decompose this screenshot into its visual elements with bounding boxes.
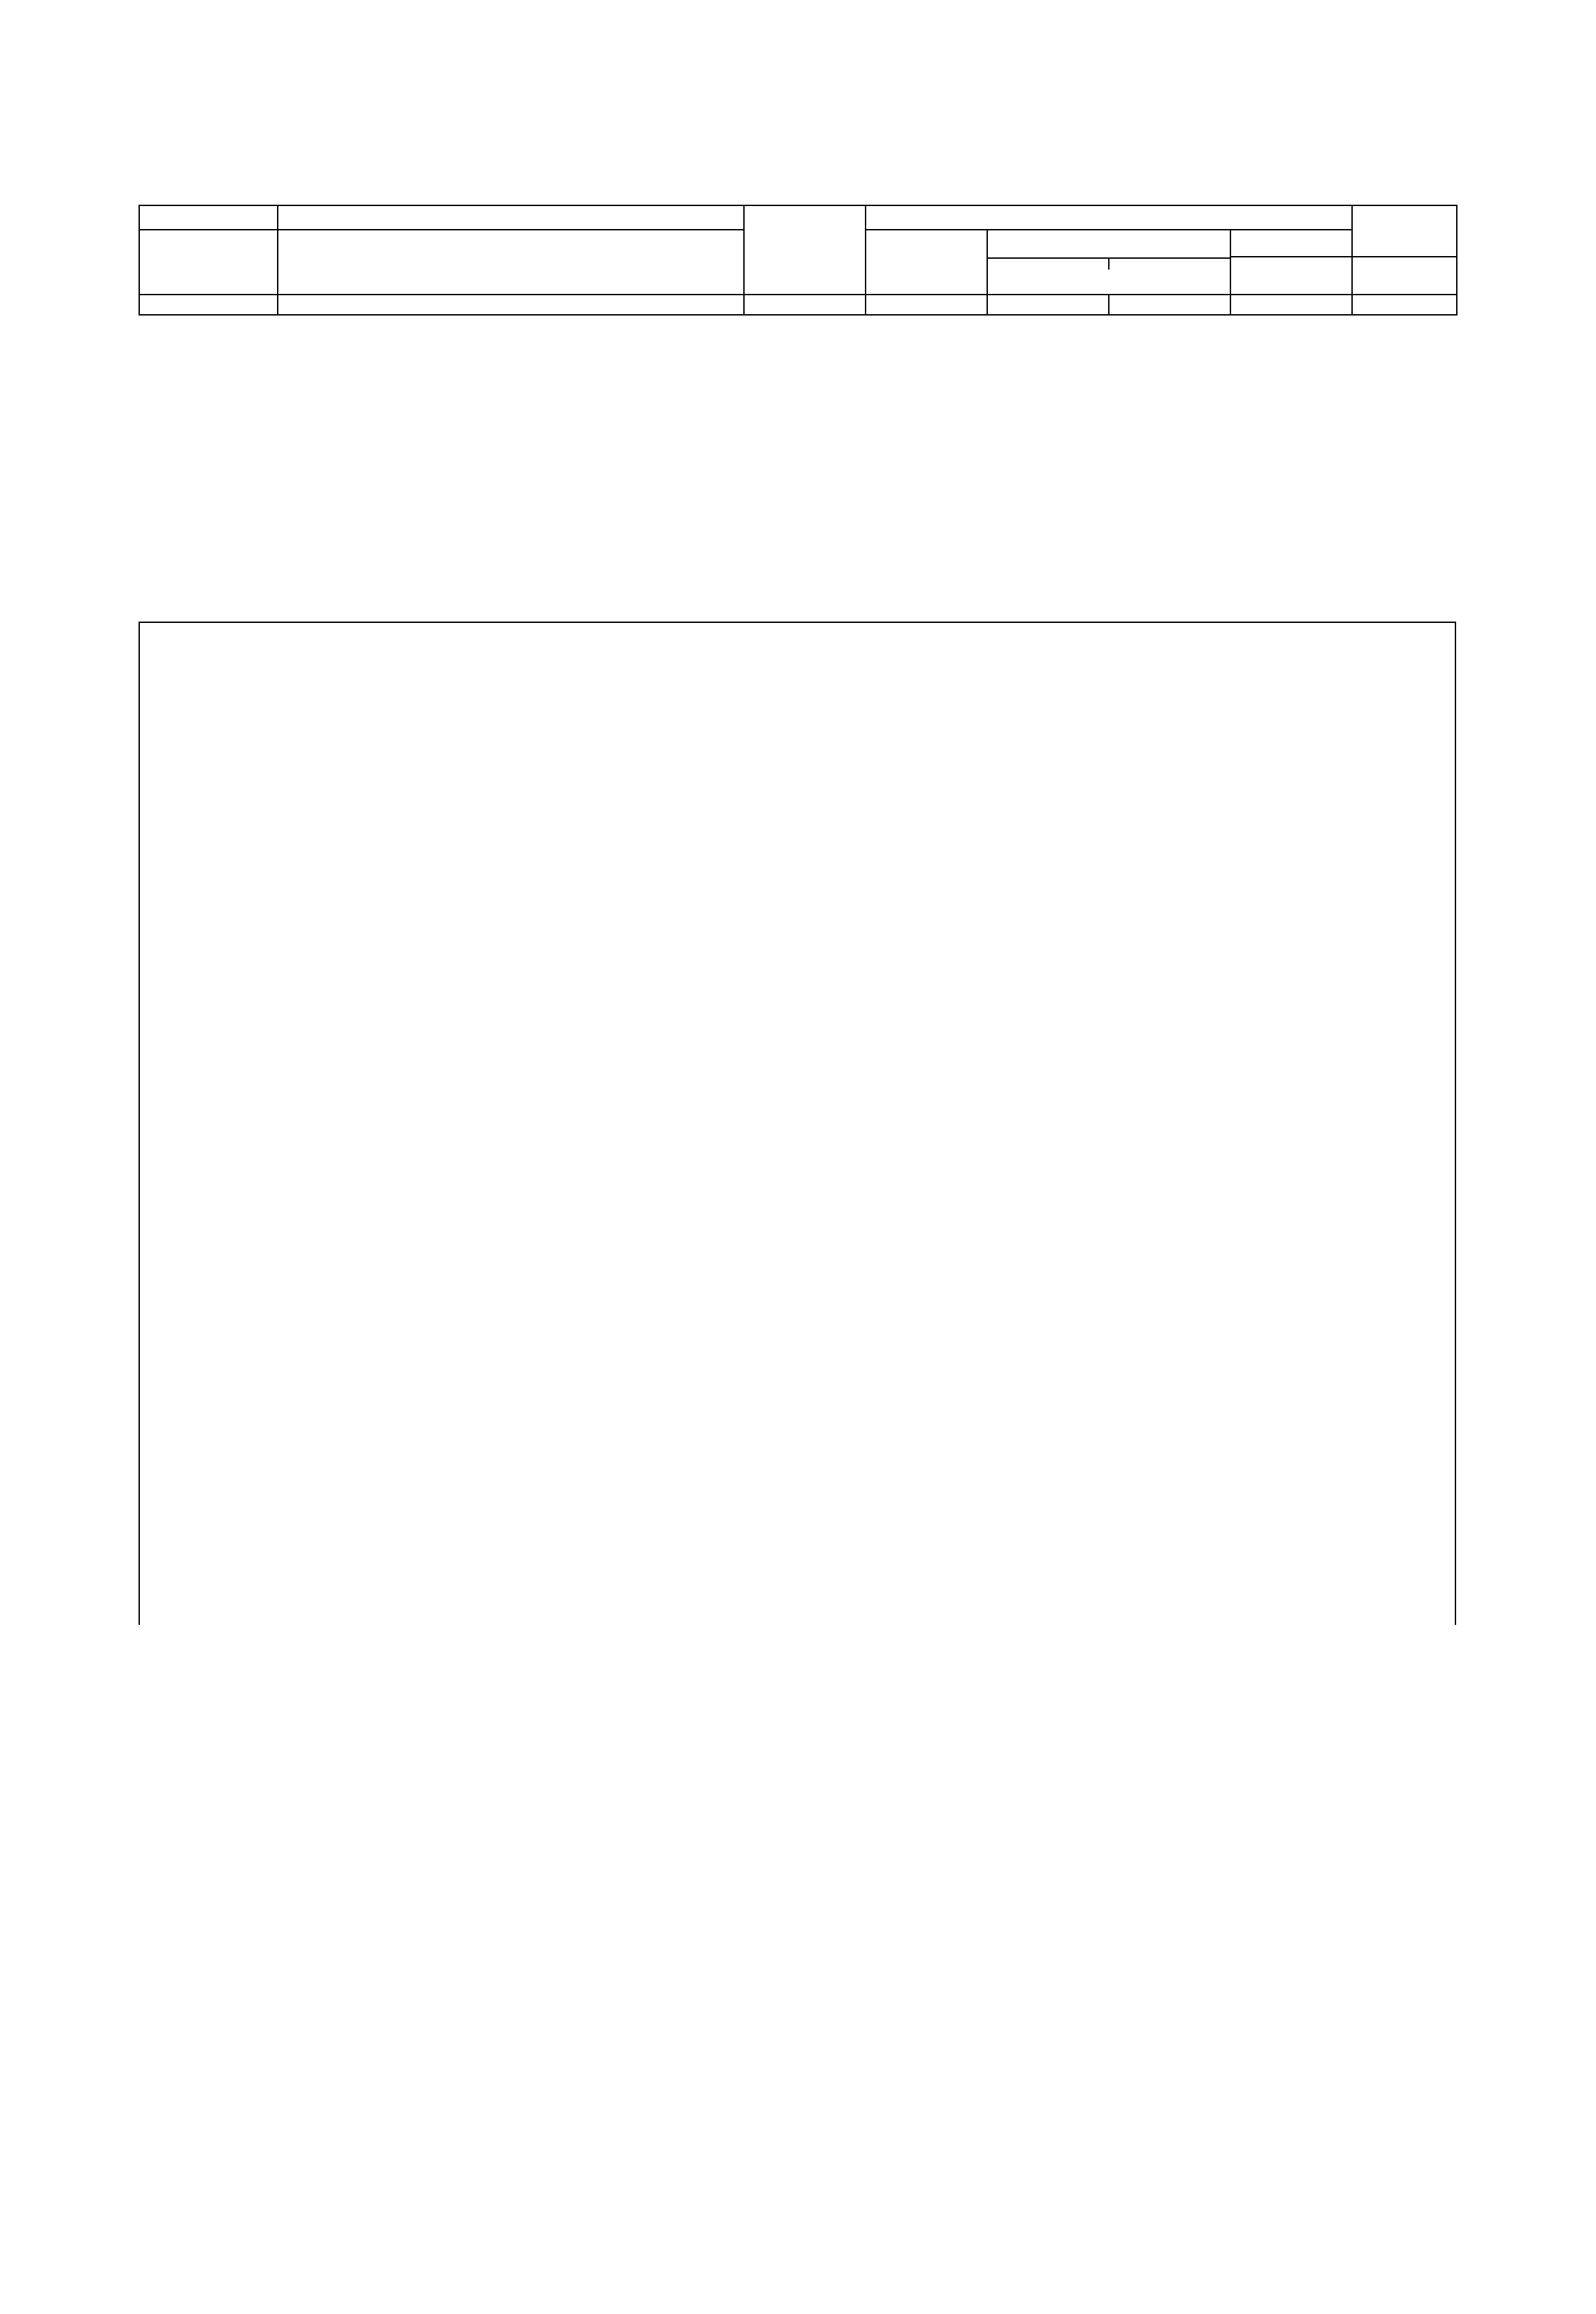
header-material-codes	[139, 230, 278, 295]
header-unaccounted-materials	[1231, 257, 1456, 271]
header-material-name	[278, 230, 744, 295]
header-direct-costs	[744, 205, 866, 295]
header-codes	[139, 205, 278, 230]
header-name	[278, 205, 744, 230]
column-header-table	[139, 205, 1457, 316]
header-number-row	[139, 295, 1457, 315]
header-machinists-wages	[1109, 259, 1230, 270]
subsection-frame	[139, 622, 1456, 1625]
header-machines-total	[988, 259, 1109, 270]
header-wages	[866, 230, 987, 295]
header-incl	[866, 205, 1352, 230]
